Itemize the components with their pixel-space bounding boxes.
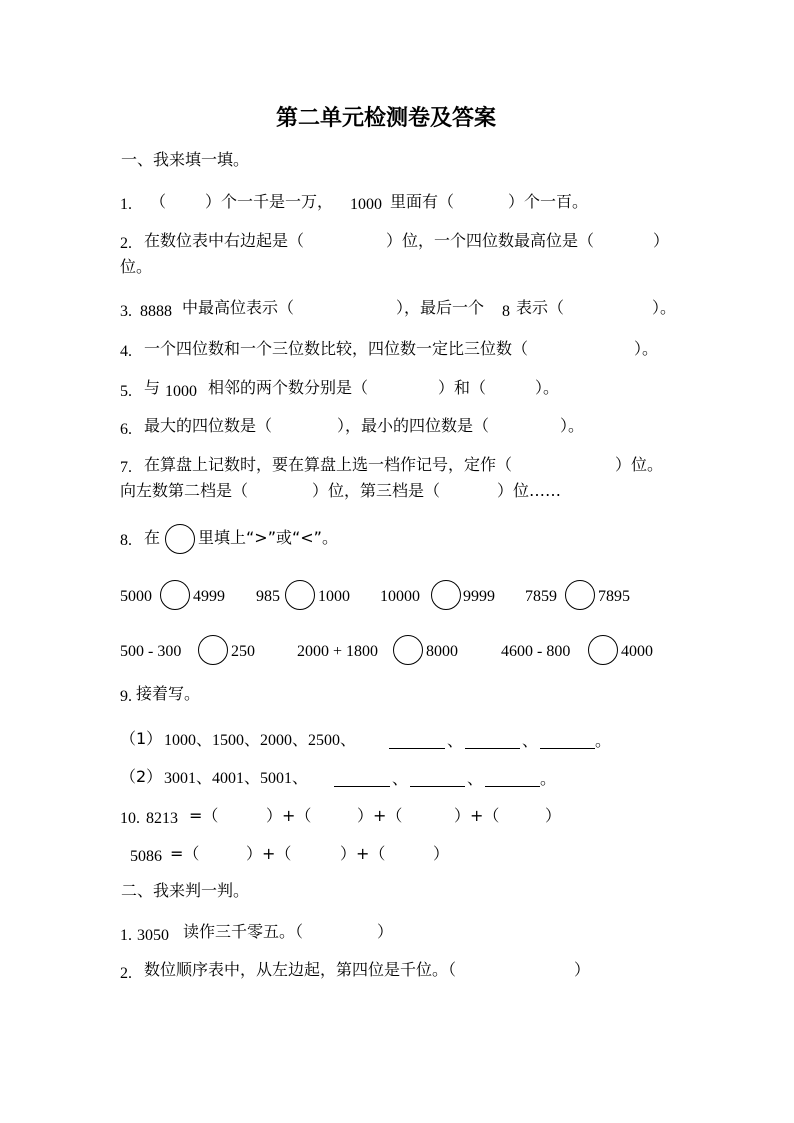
question-text: 表示（ <box>516 298 565 317</box>
comparison-left: 985 <box>256 588 280 605</box>
equation-text: ）+（ <box>357 806 403 825</box>
question-text: 在数位表中右边起是（ <box>144 231 305 250</box>
question-number: 6. <box>120 421 132 438</box>
question-text: ）位。 <box>615 455 664 474</box>
question-text: ）和（ <box>438 378 487 397</box>
sub-label: （2） <box>120 767 163 786</box>
question-text: 接着写。 <box>136 684 201 703</box>
answer-circle[interactable] <box>565 580 595 610</box>
question-number: 2. <box>120 965 132 982</box>
comparison-left: 2000 + 1800 <box>297 643 379 660</box>
number: 8888 <box>140 303 172 320</box>
equation-text: ）+（ <box>266 806 312 825</box>
comparison-right: 250 <box>231 643 255 660</box>
equation-text: =（ <box>170 844 200 863</box>
comparison-left: 500 - 300 <box>120 643 182 660</box>
question-text: 向左数第二档是（ <box>120 481 249 500</box>
question-text: ）。 <box>634 339 659 358</box>
question-text: 一个四位数和一个三位数比较，四位数一定比三位数（ <box>144 339 529 358</box>
number: 3050 <box>137 927 169 944</box>
question-number: 1. <box>120 927 132 944</box>
answer-blank[interactable] <box>410 786 465 787</box>
question-number: 4. <box>120 343 132 360</box>
question-text: ）个一千是一万， <box>205 192 334 211</box>
question-number: 5. <box>120 383 132 400</box>
question-text: 最大的四位数是（ <box>144 416 273 435</box>
answer-blank[interactable] <box>334 786 390 787</box>
question-text: （ <box>150 192 167 211</box>
separator: 。 <box>540 769 557 788</box>
answer-circle[interactable] <box>285 580 315 610</box>
number: 1000 <box>165 383 197 400</box>
answer-circle[interactable] <box>393 635 423 665</box>
question-text: ）。 <box>560 416 585 435</box>
answer-blank[interactable] <box>389 748 445 749</box>
section-heading-judge: 二、我来判一判。 <box>121 881 250 900</box>
answer-circle[interactable] <box>431 580 461 610</box>
equation-text: ）+（ <box>340 844 386 863</box>
question-text: ）个一百。 <box>508 192 589 211</box>
equation-text: =（ <box>189 806 219 825</box>
separator: 、 <box>447 731 464 750</box>
sub-label: （1） <box>120 729 163 748</box>
question-number: 10. <box>120 810 140 827</box>
question-text: ） <box>377 922 394 941</box>
question-text: ），最后一个 <box>396 298 485 317</box>
comparison-right: 1000 <box>318 588 350 605</box>
question-text: ）位，一个四位数最高位是（ <box>386 231 595 250</box>
question-text: 数位顺序表中，从左边起，第四位是千位。（ <box>144 960 457 979</box>
question-text: 位。 <box>120 257 153 276</box>
separator: 。 <box>595 731 612 750</box>
question-text: ）。 <box>535 378 560 397</box>
question-text: 在 <box>144 528 161 547</box>
comparison-left: 4600 - 800 <box>501 643 571 660</box>
comparison-left: 5000 <box>120 588 152 605</box>
question-text: ） <box>653 231 670 250</box>
number: 5086 <box>130 848 162 865</box>
comparison-right: 4000 <box>621 643 653 660</box>
page-title: 第二单元检测卷及答案 <box>276 106 497 131</box>
question-text: 在算盘上记数时，要在算盘上选一档作记号，定作（ <box>144 455 513 474</box>
question-text: 里填上“>”或“<”。 <box>198 528 338 547</box>
question-number: 7. <box>120 459 132 476</box>
answer-blank[interactable] <box>465 748 520 749</box>
comparison-left: 7859 <box>525 588 557 605</box>
question-number: 1. <box>120 196 132 213</box>
question-text: 里面有（ <box>390 192 455 211</box>
answer-circle[interactable] <box>198 635 228 665</box>
comparison-right: 4999 <box>193 588 225 605</box>
answer-circle[interactable] <box>165 524 195 554</box>
equation-text: ）+（ <box>246 844 292 863</box>
question-number: 9. <box>120 688 132 705</box>
comparison-right: 8000 <box>426 643 458 660</box>
answer-circle[interactable] <box>588 635 618 665</box>
question-text: ）。 <box>652 298 677 317</box>
number: 1000 <box>350 196 382 213</box>
separator: 、 <box>392 769 409 788</box>
separator: 、 <box>467 769 484 788</box>
answer-blank[interactable] <box>485 786 540 787</box>
question-text: ） <box>574 960 591 979</box>
question-number: 3. <box>120 303 132 320</box>
comparison-right: 7895 <box>598 588 630 605</box>
comparison-right: 9999 <box>463 588 495 605</box>
question-text: 中最高位表示（ <box>182 298 295 317</box>
question-text: ），最小的四位数是（ <box>337 416 490 435</box>
section-heading-fill: 一、我来填一填。 <box>121 150 250 169</box>
comparison-left: 10000 <box>380 588 420 605</box>
equation-text: ）+（ <box>454 806 500 825</box>
question-number: 8. <box>120 532 132 549</box>
question-text: ）位…… <box>497 481 562 500</box>
question-text: 与 <box>144 378 161 397</box>
question-text: 相邻的两个数分别是（ <box>208 378 369 397</box>
answer-blank[interactable] <box>540 748 595 749</box>
question-text: 读作三千零五。（ <box>183 922 304 941</box>
separator: 、 <box>522 731 539 750</box>
question-text: ）位，第三档是（ <box>312 481 441 500</box>
sequence-text: 1000、1500、2000、2500、 <box>164 732 357 749</box>
answer-circle[interactable] <box>160 580 190 610</box>
sequence-text: 3001、4001、5001、 <box>164 770 309 787</box>
number: 8213 <box>146 810 178 827</box>
equation-text: ） <box>433 844 450 863</box>
equation-text: ） <box>545 806 562 825</box>
question-number: 2. <box>120 235 132 252</box>
number: 8 <box>502 303 510 320</box>
